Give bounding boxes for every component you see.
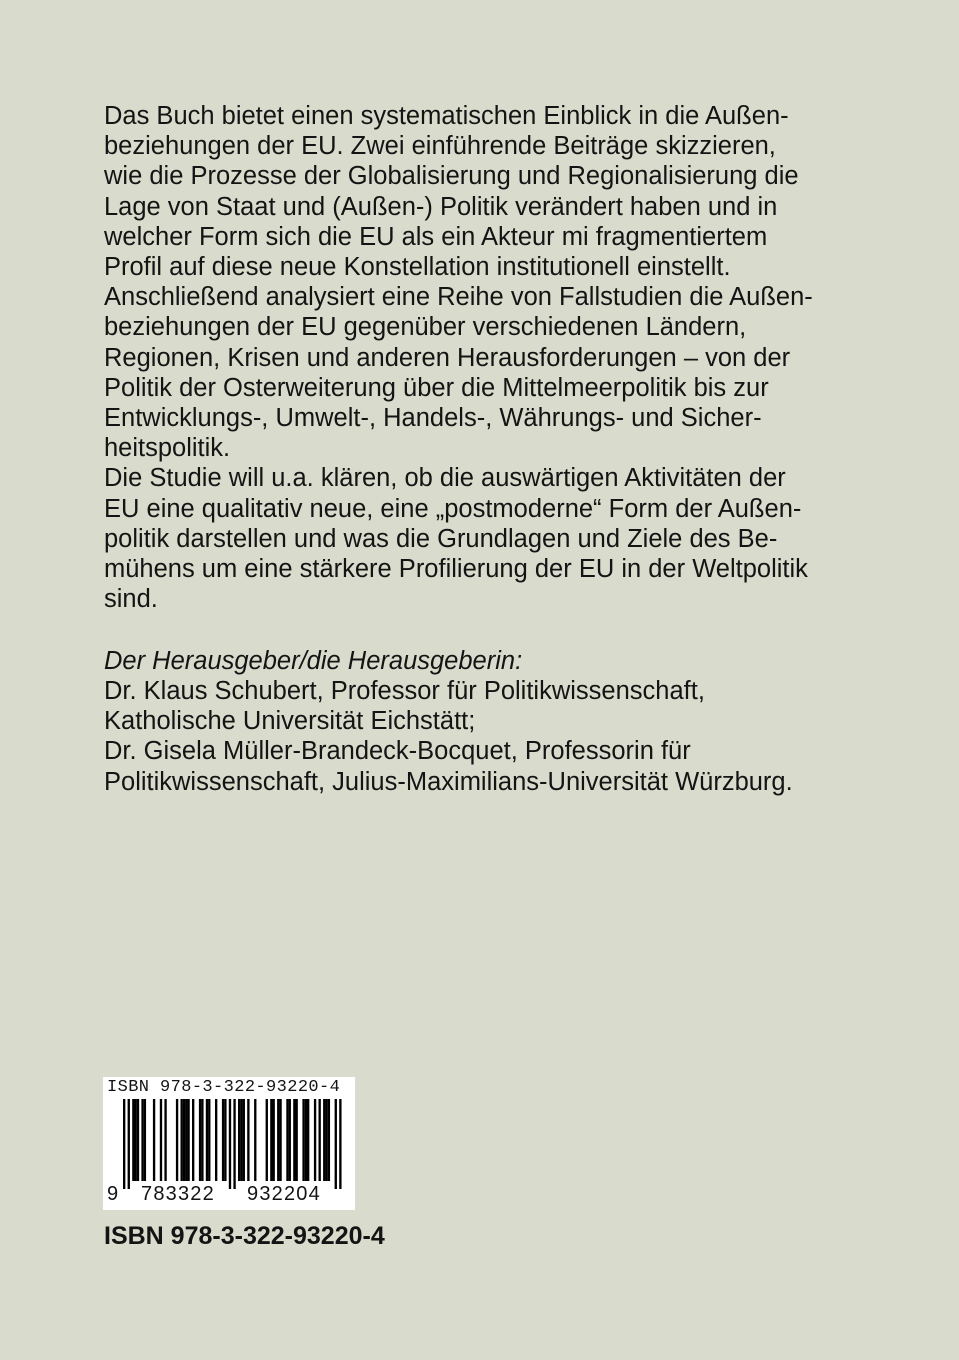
barcode-right-digits: 932204: [247, 1183, 321, 1205]
barcode-bar: [185, 1099, 187, 1181]
barcode: [103, 1077, 355, 1210]
editor-line: Katholische Universität Eichstätt;: [104, 707, 476, 736]
barcode-bar: [123, 1099, 125, 1189]
blurb-line: Profil auf diese neue Konstellation institutionell einstellt.: [104, 253, 731, 282]
editor-line: Dr. Klaus Schubert, Professor für Politikwissenschaft,: [104, 677, 705, 705]
barcode-bar: [199, 1099, 201, 1181]
barcode-bar: [319, 1099, 321, 1181]
editor-line: Dr. Gisela Müller-Brandeck-Bocquet, Professorin für: [104, 737, 691, 766]
barcode-bar: [137, 1099, 139, 1181]
barcode-digits: [103, 1183, 355, 1209]
blurb-line: EU eine qualitativ neue, eine „postmoderne“ Form der Außen-: [104, 494, 802, 523]
barcode-bar: [339, 1099, 341, 1189]
blurb-line: politik darstellen und was die Grundlagen und Ziele des Be-: [104, 524, 778, 553]
blurb-text: [104, 101, 864, 614]
barcode-bar: [279, 1099, 281, 1181]
barcode-bar: [247, 1099, 249, 1181]
blurb-line: Lage von Staat und (Außen-) Politik verändert haben und in: [104, 192, 778, 221]
barcode-bar: [296, 1099, 298, 1181]
barcode-bar: [201, 1099, 203, 1181]
blurb-line: heitspolitik.: [104, 434, 231, 463]
barcode-bar: [192, 1099, 194, 1181]
barcode-first-digit: 9: [107, 1183, 119, 1205]
barcode-bar: [208, 1099, 210, 1181]
barcode-bar: [266, 1099, 268, 1181]
isbn-text: ISBN 978-3-322-93220-4: [104, 1222, 385, 1250]
barcode-bar: [305, 1099, 307, 1181]
barcode-bar: [273, 1099, 275, 1181]
barcode-bar: [160, 1099, 162, 1181]
barcode-bar: [187, 1099, 189, 1181]
barcode-bar: [277, 1099, 279, 1181]
blurb-line: beziehungen der EU. Zwei einführende Beiträge skizzieren,: [104, 132, 776, 161]
barcode-bar: [289, 1099, 291, 1181]
editors-heading: Der Herausgeber/die Herausgeberin:: [104, 647, 523, 675]
barcode-bar: [135, 1099, 137, 1181]
barcode-bar: [323, 1099, 325, 1181]
barcode-bar: [215, 1099, 217, 1181]
blurb-line: Regionen, Krisen und anderen Herausforderungen – von der: [104, 343, 791, 372]
barcode-bar: [233, 1099, 235, 1189]
barcode-bar: [325, 1099, 327, 1181]
barcode-bar: [335, 1099, 337, 1189]
blurb-line: Das Buch bietet einen systematischen Einblick in die Außen-: [104, 102, 789, 130]
barcode-bar: [286, 1099, 288, 1181]
barcode-bar: [132, 1099, 134, 1181]
barcode-bar: [254, 1099, 256, 1181]
barcode-bar: [222, 1099, 224, 1181]
barcode-bar: [243, 1099, 245, 1181]
blurb-line: mühens um eine stärkere Profilierung der EU in der Weltpolitik: [104, 555, 808, 584]
barcode-bar: [183, 1099, 185, 1181]
editor-line: Politikwissenschaft, Julius-Maximilians-Universität Würzburg.: [104, 767, 793, 796]
editors-list: [104, 676, 793, 797]
blurb-line: wie die Prozesse der Globalisierung und Regionalisierung die: [104, 162, 799, 191]
barcode-bar: [229, 1099, 231, 1189]
barcode-bar: [224, 1099, 226, 1181]
barcode-bar: [144, 1099, 146, 1181]
blurb-line: Die Studie will u.a. klären, ob die auswärtigen Aktivitäten der: [104, 464, 786, 493]
barcode-left-digits: 783322: [141, 1183, 215, 1205]
blurb-line: welcher Form sich die EU als ein Akteur mi fragmentiertem: [104, 222, 768, 251]
barcode-bars: [103, 1099, 355, 1189]
blurb-line: beziehungen der EU gegenüber verschiedenen Ländern,: [104, 313, 747, 342]
barcode-bar: [238, 1099, 240, 1181]
barcode-bar: [164, 1099, 166, 1181]
blurb-line: Anschließend analysiert eine Reihe von Fallstudien die Außen-: [104, 283, 813, 312]
barcode-bar: [314, 1099, 316, 1181]
barcode-isbn-label: ISBN 978-3-322-93220-4: [107, 1078, 341, 1097]
blurb-line: Politik der Osterweiterung über die Mittelmeerpolitik bis zur: [104, 373, 769, 402]
barcode-bar: [328, 1099, 330, 1181]
barcode-bar: [293, 1099, 295, 1181]
barcode-bar: [206, 1099, 208, 1181]
barcode-bar: [240, 1099, 242, 1181]
barcode-bar: [176, 1099, 178, 1181]
barcode-bar: [141, 1099, 143, 1181]
blurb-line: Entwicklungs-, Umwelt-, Handels-, Währungs- und Sicher-: [104, 404, 762, 433]
barcode-bar: [307, 1099, 309, 1181]
barcode-bar: [153, 1099, 155, 1181]
barcode-bar: [270, 1099, 272, 1181]
barcode-bar: [181, 1099, 183, 1181]
barcode-bar: [302, 1099, 304, 1181]
barcode-bar: [128, 1099, 130, 1189]
blurb-line: sind.: [104, 585, 158, 614]
